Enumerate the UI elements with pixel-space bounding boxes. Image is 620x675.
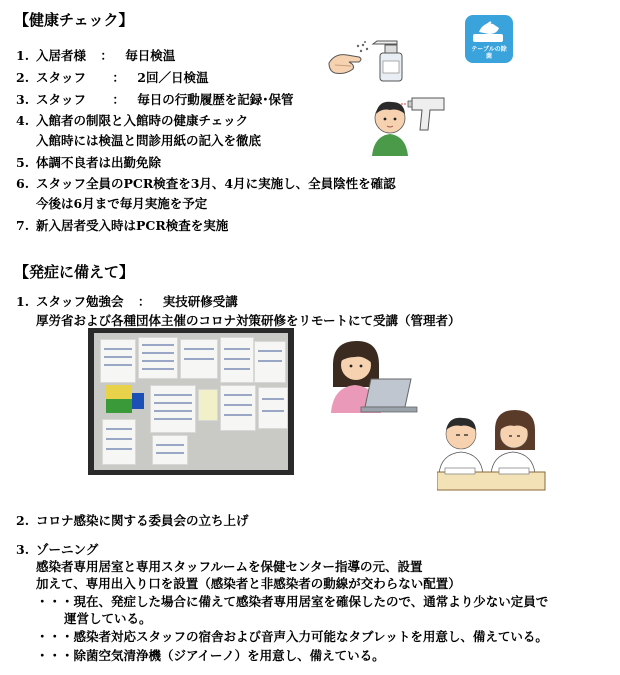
spray-bottle-icon	[373, 41, 402, 81]
students-studying-illustration	[437, 402, 547, 492]
item5-num: 5.	[16, 155, 30, 170]
s2-item1-value: 実技研修受講	[162, 294, 238, 309]
item3-row	[16, 92, 294, 108]
item2-value: 2回／日検温	[137, 70, 209, 85]
item6-sub: 今後は6月まで毎月実施を予定	[36, 196, 208, 211]
boy-icon	[372, 102, 408, 156]
bullet-prefix: ・・・	[36, 594, 74, 609]
s2-item3-text: ゾーニング	[36, 542, 99, 557]
zoning-bullet-2	[36, 629, 548, 645]
item7-row	[16, 218, 228, 234]
item1-row	[16, 48, 175, 64]
item2-label: スタッフ	[36, 70, 87, 85]
poster	[220, 385, 256, 431]
section1-heading: 【健康チェック】	[14, 11, 134, 29]
item6-num: 6.	[16, 176, 30, 191]
zoning-bullet-1	[36, 594, 548, 610]
item6-row	[16, 176, 396, 192]
poster	[102, 419, 136, 465]
item3-sep: ：	[112, 92, 125, 107]
badge-label: テーブルの除菌	[471, 46, 507, 60]
bullet-text: 除菌空気清浄機（ジアイーノ）を用意し、備えている。	[73, 648, 385, 663]
s2-item2-num: 2.	[16, 513, 30, 528]
item1-num: 1.	[16, 48, 30, 63]
poster	[180, 339, 218, 379]
poster	[100, 339, 136, 383]
item2-row	[16, 70, 208, 86]
item4-row	[16, 113, 248, 129]
item5-row	[16, 155, 161, 171]
item3-label: スタッフ	[36, 92, 87, 107]
bullet-text: 感染者対応スタッフの宿舎および音声入力可能なタブレットを用意し、備えている。	[73, 629, 548, 644]
s2-item1-sep: ：	[137, 294, 151, 309]
s2-item1-row	[16, 294, 238, 310]
zoning-bullet-1-cont: 運営している。	[64, 611, 152, 626]
s2-item2-text: コロナ感染に関する委員会の立ち上げ	[36, 513, 249, 528]
blue-tag	[132, 393, 144, 409]
item4-sub: 入館時には検温と問診用紙の記入を徹底	[36, 133, 262, 148]
boy-student-icon	[439, 418, 483, 474]
table-disinfection-badge	[465, 15, 513, 63]
green-tag	[106, 399, 132, 413]
item3-num: 3.	[16, 92, 30, 107]
item1-sep: ：	[100, 48, 113, 63]
poster	[150, 385, 196, 433]
board-surface	[94, 333, 288, 470]
bullet-text: 現在、発症した場合に備えて感染者専用居室を確保したので、通常より少ない定員で	[73, 594, 549, 609]
item6-text: スタッフ全員のPCR検査を3月、4月に実施し、全員陰性を確認	[36, 176, 396, 191]
figure-poster	[198, 389, 218, 421]
zoning-line-1: 感染者専用居室と専用スタッフルームを保健センター指導の元、設置	[36, 559, 423, 574]
item7-text: 新入居者受入時はPCR検査を実施	[36, 218, 229, 233]
item2-num: 2.	[16, 70, 30, 85]
poster	[254, 341, 286, 383]
poster	[152, 435, 188, 465]
hands-icon	[329, 55, 361, 74]
spray-dots	[357, 41, 368, 52]
s2-item2-row	[16, 513, 249, 529]
thermometer-gun-icon	[400, 98, 444, 130]
notice-board-photo	[88, 328, 294, 475]
temperature-check-illustration	[368, 88, 448, 158]
poster	[220, 337, 254, 383]
s2-item1-num: 1.	[16, 294, 30, 309]
item4-num: 4.	[16, 113, 30, 128]
girl-student-icon	[491, 410, 535, 474]
zoning-line-2: 加えて、専用出入り口を設置（感染者と非感染者の動線が交わらない配置）	[36, 576, 461, 591]
s2-item1-sub: 厚労省および各種団体主催のコロナ対策研修をリモートにて受講（管理者）	[36, 313, 461, 328]
section2-heading: 【発症に備えて】	[14, 263, 135, 281]
zoning-bullet-3	[36, 648, 385, 664]
item4-text: 入館者の制限と入館時の健康チェック	[36, 113, 249, 128]
s2-item3-num: 3.	[16, 542, 30, 557]
item2-sep: ：	[112, 70, 125, 85]
yellow-tag	[106, 385, 132, 399]
poster	[138, 337, 178, 379]
item1-value: 毎日検温	[125, 48, 176, 63]
remote-training-illustration	[325, 335, 420, 415]
item3-value: 毎日の行動履歴を記録･保管	[137, 92, 294, 107]
poster	[258, 387, 288, 429]
s2-item1-label: スタッフ勉強会	[36, 294, 124, 309]
item7-num: 7.	[16, 218, 30, 233]
item5-text: 体調不良者は出勤免除	[36, 155, 162, 170]
bullet-prefix: ・・・	[36, 648, 74, 663]
hand-sanitizer-illustration	[325, 35, 410, 83]
item1-label: 入居者様	[36, 48, 87, 63]
s2-item3-row	[16, 542, 98, 558]
wiping-hand-icon	[465, 18, 513, 48]
bullet-prefix: ・・・	[36, 629, 74, 644]
